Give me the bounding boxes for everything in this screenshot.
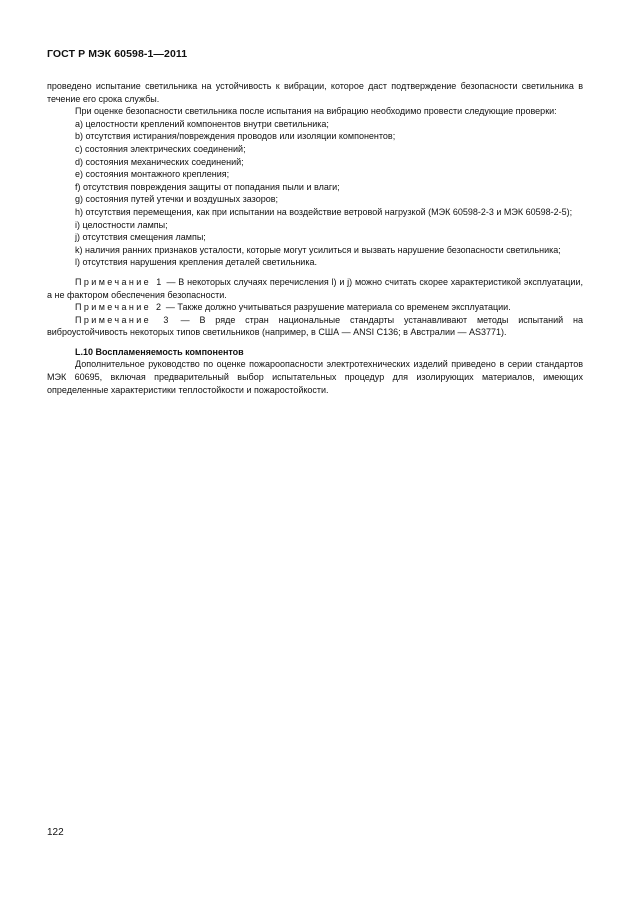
note-2-text: — Также должно учитываться разрушение материала со временем эксплуатации. [163, 302, 511, 313]
check-item-j: j) отсутствия смещения лампы; [75, 232, 206, 243]
check-item-e: e) состояния монтажного крепления; [75, 169, 230, 180]
note-3-text: — В ряде стран национальные стандарты устанавливают методы испытаний на виброустойчивость некоторых типов светильников (например, в США — ANSI C136; в Австралии — AS3771). [47, 314, 583, 338]
check-item-a: a) целостности креплений компонентов внутри светильника; [75, 118, 329, 129]
document-body [47, 80, 583, 396]
note-2 [47, 301, 583, 314]
section-heading: L.10 Воспламеняемость компонентов [75, 346, 244, 357]
note-3 [47, 314, 583, 339]
check-item-i: i) целостности лампы; [75, 219, 168, 230]
document-header: ГОСТ Р МЭК 60598-1—2011 [47, 48, 188, 60]
check-item-c: c) состояния электрических соединений; [75, 143, 246, 154]
assessment-lead-paragraph: При оценке безопасности светильника после испытания на вибрацию необходимо провести следующие проверки: [75, 106, 557, 117]
check-item-k: k) наличия ранних признаков усталости, которые могут усилиться и вызвать нарушение безопасности светильника; [75, 244, 561, 255]
page-number: 122 [47, 827, 64, 838]
note-1-text: — В некоторых случаях перечисления l) и j) можно считать скорее характеристикой эксплуатации, а не фактором обеспечения безопасности. [47, 276, 583, 300]
note-3-label: Примечание 3 [75, 314, 171, 325]
check-item-f: f) отсутствия повреждения защиты от попадания пыли и влаги; [75, 181, 340, 192]
section-paragraph: Дополнительное руководство по оценке пожароопасности электротехнических изделий приведено в серии стандартов МЭК 60695, включая предварительный выбор испытательных процедур для изолирующих материалов, имеющих определенные характеристики теплостойкости и пожаростойкости. [47, 359, 583, 395]
note-1 [47, 276, 583, 301]
check-item-h: h) отсутствия перемещения, как при испытании на воздействие ветровой нагрузкой (МЭК 60598-2-3 и МЭК 60598-2-5); [75, 206, 573, 217]
note-1-label: Примечание 1 [75, 276, 164, 287]
note-2-label: Примечание 2 [75, 302, 164, 313]
intro-paragraph: проведено испытание светильника на устойчивость к вибрации, которое даст подтверждение безопасности светильника в течение его срока службы. [47, 81, 583, 104]
check-item-d: d) состояния механических соединений; [75, 156, 244, 167]
check-item-l: l) отсутствия нарушения крепления деталей светильника. [75, 257, 317, 268]
check-item-b: b) отсутствия истирания/повреждения проводов или изоляции компонентов; [75, 131, 396, 142]
check-item-g: g) состояния путей утечки и воздушных зазоров; [75, 194, 278, 205]
